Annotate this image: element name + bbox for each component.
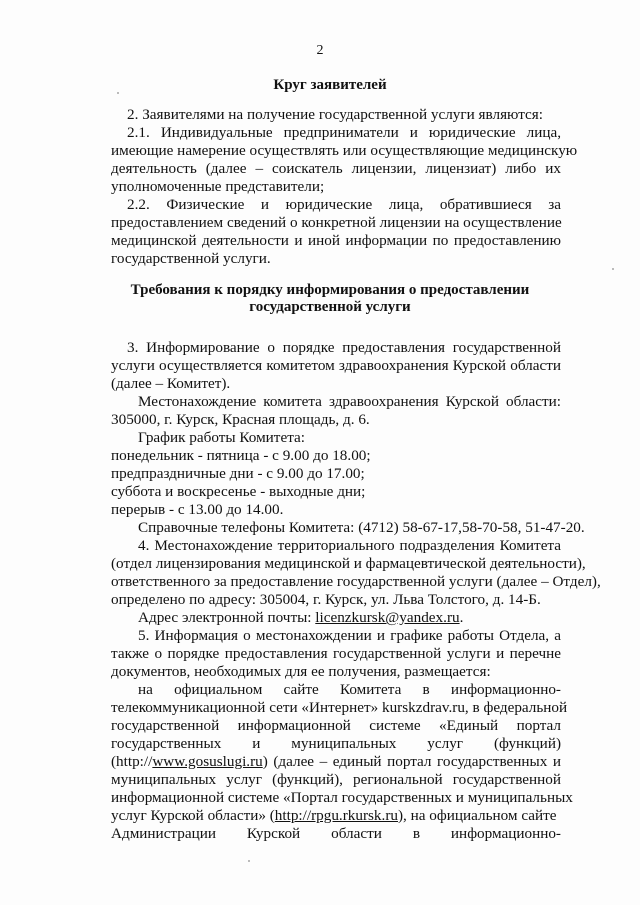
text-line: деятельность (далее – соискатель лицензии, лицензиат) либо их	[111, 160, 561, 177]
text-line: 4. Местонахождение территориального подразделения Комитета	[138, 537, 561, 554]
text-line: имеющие намерение осуществлять или осуществляющие медицинскую	[111, 142, 578, 159]
text-line: государственной услуги.	[111, 250, 271, 267]
section-heading-requirements-line2: государственной услуги	[249, 299, 411, 315]
text-line: информационной системе «Портал государственных и муниципальных	[111, 789, 573, 806]
text-line: предпраздничные дни - с 9.00 до 17.00;	[111, 465, 365, 482]
text-line: суббота и воскресенье - выходные дни;	[111, 483, 366, 500]
text-line: Местонахождение комитета здравоохранения Курской области:	[138, 393, 561, 410]
text-line: Справочные телефоны Комитета: (4712) 58-67-17,58-70-58, 51-47-20.	[138, 519, 585, 536]
text-line: медицинской деятельности и иной информации по предоставлению	[111, 232, 561, 249]
text-line: на официальном сайте Комитета в информационно-	[138, 681, 561, 698]
text-line: предоставлением сведений о конкретной лицензии на осуществление	[111, 214, 562, 231]
rpgu-rest: ), на официальном сайте	[397, 807, 557, 824]
text-line: График работы Комитета:	[138, 429, 305, 446]
section-heading-requirements-line1: Требования к порядку информирования о предоставлении	[130, 282, 530, 298]
text-line: 2.2. Физические и юридические лица, обратившиеся за	[127, 196, 561, 213]
scan-speck	[117, 92, 119, 94]
text-line: телекоммуникационной сети «Интернет» kurskzdrav.ru, в федеральной	[111, 699, 568, 716]
text-line: государственной информационной системе «Единый портал	[111, 717, 561, 734]
text-line: муниципальных услуг (функций), региональной государственной	[111, 771, 561, 788]
gosuslugi-line	[111, 753, 561, 771]
text-line: Администрации Курской области в информационно-	[111, 825, 561, 842]
text-line: 2.1. Индивидуальные предприниматели и юридические лица,	[127, 124, 561, 141]
text-line: услуги осуществляется комитетом здравоохранения Курской области	[111, 357, 561, 374]
email-line	[138, 609, 561, 627]
scan-speck	[248, 860, 250, 862]
text-line: 3. Информирование о порядке предоставления государственной	[127, 339, 561, 356]
gosuslugi-rest: ) (далее – единый портал государственных и	[262, 753, 561, 770]
page-number: 2	[316, 43, 324, 58]
text-line: ответственного за предоставление государственной услуги (далее – Отдел),	[111, 573, 601, 590]
text-line: понедельник - пятница - с 9.00 до 18.00;	[111, 447, 371, 464]
rpgu-line	[111, 807, 561, 825]
text-line: (далее – Комитет).	[111, 375, 231, 392]
scan-speck	[612, 268, 614, 270]
text-line: перерыв - с 13.00 до 14.00.	[111, 501, 284, 518]
text-line: 5. Информация о местонахождении и графике работы Отдела, а	[138, 627, 561, 644]
email-link[interactable]: licenzkursk@yandex.ru	[315, 609, 460, 626]
email-label: Адрес электронной почты:	[138, 609, 316, 626]
email-suffix: .	[459, 609, 464, 626]
gosuslugi-prefix: (http://	[111, 753, 153, 770]
gosuslugi-link[interactable]: www.gosuslugi.ru	[152, 753, 263, 770]
text-line: также о порядке предоставления государственной услуги и перечне	[111, 645, 561, 662]
text-line: документов, необходимых для ее получения, размещается:	[111, 663, 491, 680]
text-line: определено по адресу: 305004, г. Курск, ул. Льва Толстого, д. 14-Б.	[111, 591, 541, 608]
rpgu-prefix: услуг Курской области» (	[111, 807, 275, 824]
text-line: 305000, г. Курск, Красная площадь, д. 6.	[111, 411, 370, 428]
text-line: (отдел лицензирования медицинской и фармацевтической деятельности),	[111, 555, 586, 572]
rpgu-link[interactable]: http://rpgu.rkursk.ru	[274, 807, 398, 824]
text-line: 2. Заявителями на получение государственной услуги являются:	[127, 106, 543, 123]
section-heading-applicants: Круг заявителей	[273, 77, 387, 93]
text-line: государственных и муниципальных услуг (функций)	[111, 735, 561, 752]
text-line: уполномоченные представители;	[111, 178, 325, 195]
